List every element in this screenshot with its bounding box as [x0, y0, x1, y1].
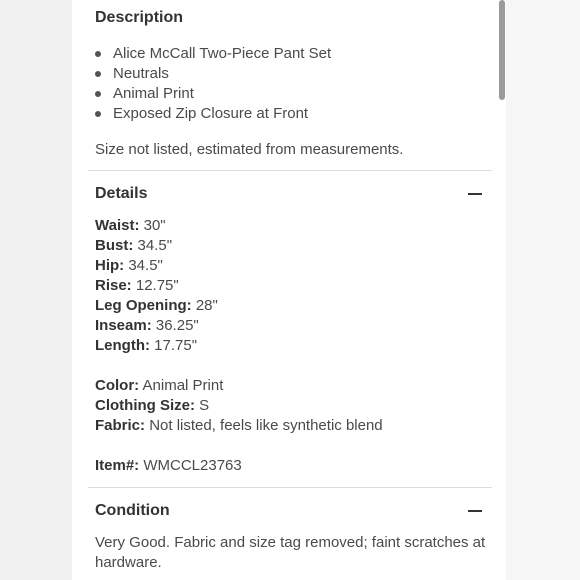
condition-text: Very Good. Fabric and size tag removed; faint scratches at hardware. — [95, 534, 486, 571]
description-bullet: Animal Print — [113, 85, 194, 102]
measurement-inseam: Inseam: 36.25" — [95, 317, 199, 334]
measurement-hip: Hip: 34.5" — [95, 257, 163, 274]
description-heading: Description — [95, 9, 184, 26]
size-note: Size not listed, estimated from measurements. — [95, 141, 404, 158]
bullet-dot — [95, 71, 101, 77]
measurement-waist: Waist: 30" — [95, 217, 166, 234]
scrollbar[interactable] — [499, 0, 505, 100]
description-bullet: Alice McCall Two-Piece Pant Set — [113, 45, 332, 62]
measurement-rise: Rise: 12.75" — [95, 277, 179, 294]
bullet-dot — [95, 91, 101, 97]
section-divider — [88, 170, 492, 171]
details-heading[interactable]: Details — [95, 185, 148, 202]
bullet-dot — [95, 51, 101, 57]
attribute-fabric: Fabric: Not listed, feels like synthetic blend — [95, 417, 383, 434]
attribute-clothing-size: Clothing Size: S — [95, 397, 210, 414]
bullet-dot — [95, 111, 101, 117]
attribute-color: Color: Animal Print — [95, 377, 224, 394]
minus-icon[interactable] — [468, 193, 482, 195]
item-number: Item#: WMCCL23763 — [95, 457, 242, 474]
description-bullet: Neutrals — [113, 65, 169, 82]
condition-heading[interactable]: Condition — [95, 502, 170, 519]
minus-icon[interactable] — [468, 510, 482, 512]
measurement-bust: Bust: 34.5" — [95, 237, 173, 254]
background-left — [0, 0, 72, 580]
description-bullet: Exposed Zip Closure at Front — [113, 105, 309, 122]
measurement-length: Length: 17.75" — [95, 337, 198, 354]
section-divider — [88, 487, 492, 488]
measurement-leg-opening: Leg Opening: 28" — [95, 297, 218, 314]
